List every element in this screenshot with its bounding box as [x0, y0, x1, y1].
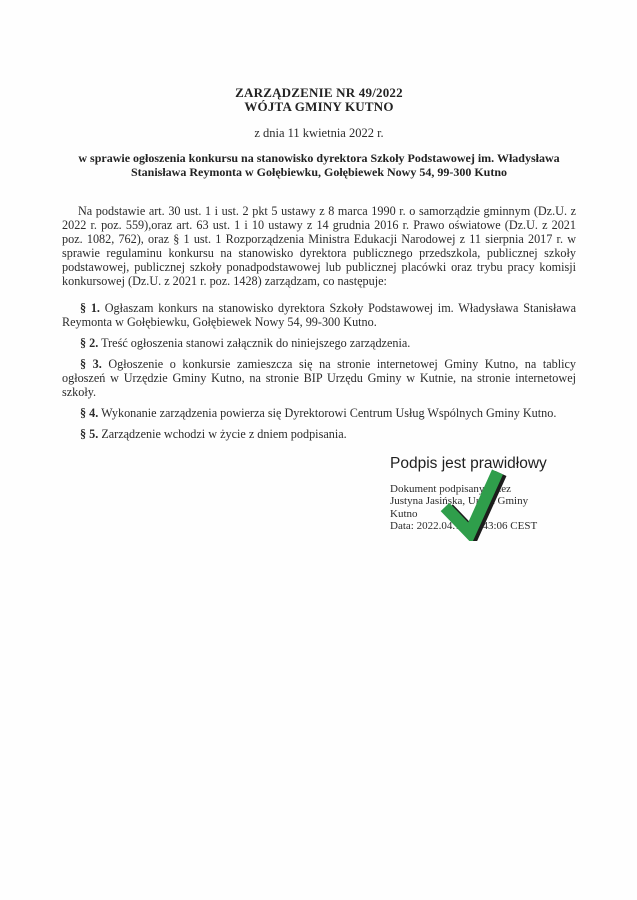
section-paragraph-3	[62, 357, 576, 399]
signature-status-text: Podpis jest prawidłowy	[390, 455, 547, 472]
section-paragraph-2	[62, 336, 576, 350]
title-line-1: ZARZĄDZENIE NR 49/2022	[235, 85, 403, 100]
section-number: § 2.	[80, 335, 99, 350]
ordinance-sections	[62, 301, 576, 441]
document-body	[62, 86, 576, 448]
title-line-2: WÓJTA GMINY KUTNO	[244, 98, 394, 114]
section-paragraph-1	[62, 301, 576, 329]
signature-stamp	[390, 454, 600, 532]
signature-detail-line: Kutno	[390, 507, 418, 520]
signature-detail-line: Justyna Jasińska, Urząd Gminy	[390, 495, 529, 508]
section-text: Ogłoszenie o konkursie zamieszcza się na stronie internetowej Gminy Kutno, na tablicy ogłoszeń w Urzędzie Gminy Kutno, na stronie BIP Urzędu Gminy w Kutnie, na stronie internetowej szkoły.	[62, 356, 577, 399]
section-text: Ogłaszam konkurs na stanowisko dyrektora Szkoły Podstawowej im. Władysława Stanisława Reymonta w Gołębiewku, Gołębiewek Nowy 54, 99-300 Kutno.	[62, 300, 577, 329]
section-number: § 5.	[80, 426, 99, 441]
document-date: z dnia 11 kwietnia 2022 r.	[254, 126, 384, 140]
document-title	[62, 86, 576, 113]
section-text: Zarządzenie wchodzi w życie z dniem podpisania.	[101, 426, 347, 441]
section-number: § 4.	[80, 405, 99, 420]
document-subject: w sprawie ogłoszenia konkursu na stanowisko dyrektora Szkoły Podstawowej im. Władysława Stanisława Reymonta w Gołębiewku, Gołębiewek Nowy 54, 99-300 Kutno	[78, 151, 560, 179]
section-paragraph-5	[62, 427, 576, 441]
legal-preamble: Na podstawie art. 30 ust. 1 i ust. 2 pkt 5 ustawy z 8 marca 1990 r. o samorządzie gminnym (Dz.U. z 2022 r. poz. 559),oraz art. 63 ust. 1 i 10 ustawy z 14 grudnia 2016 r. Prawo oświatowe (Dz.U. z 2021 poz. 1082, 762), oraz § 1 ust. 1 Rozporządzenia Ministra Edukacji Narodowej z 11 sierpnia 2017 r. w sprawie regulaminu konkursu na stanowisko dyrektora publicznego przedszkola, publicznej szkoły podstawowej, publicznej szkoły ponadpodstawowej lub publicznej placówki oraz trybu pracy komisji konkursowej (Dz.U. z 2021 r. poz. 1428) zarządzam, co następuje:	[62, 204, 576, 288]
section-number: § 1.	[80, 300, 100, 315]
signature-detail-line: Dokument podpisany przez	[390, 483, 511, 495]
section-paragraph-4	[62, 406, 576, 420]
signature-details	[390, 483, 600, 532]
section-text: Wykonanie zarządzenia powierza się Dyrektorowi Centrum Usług Wspólnych Gminy Kutno.	[101, 405, 557, 420]
section-number: § 3.	[80, 356, 102, 371]
section-text: Treść ogłoszenia stanowi załącznik do niniejszego zarządzenia.	[101, 335, 411, 350]
signature-detail-line: Data: 2022.04.11 13:43:06 CEST	[390, 519, 538, 532]
